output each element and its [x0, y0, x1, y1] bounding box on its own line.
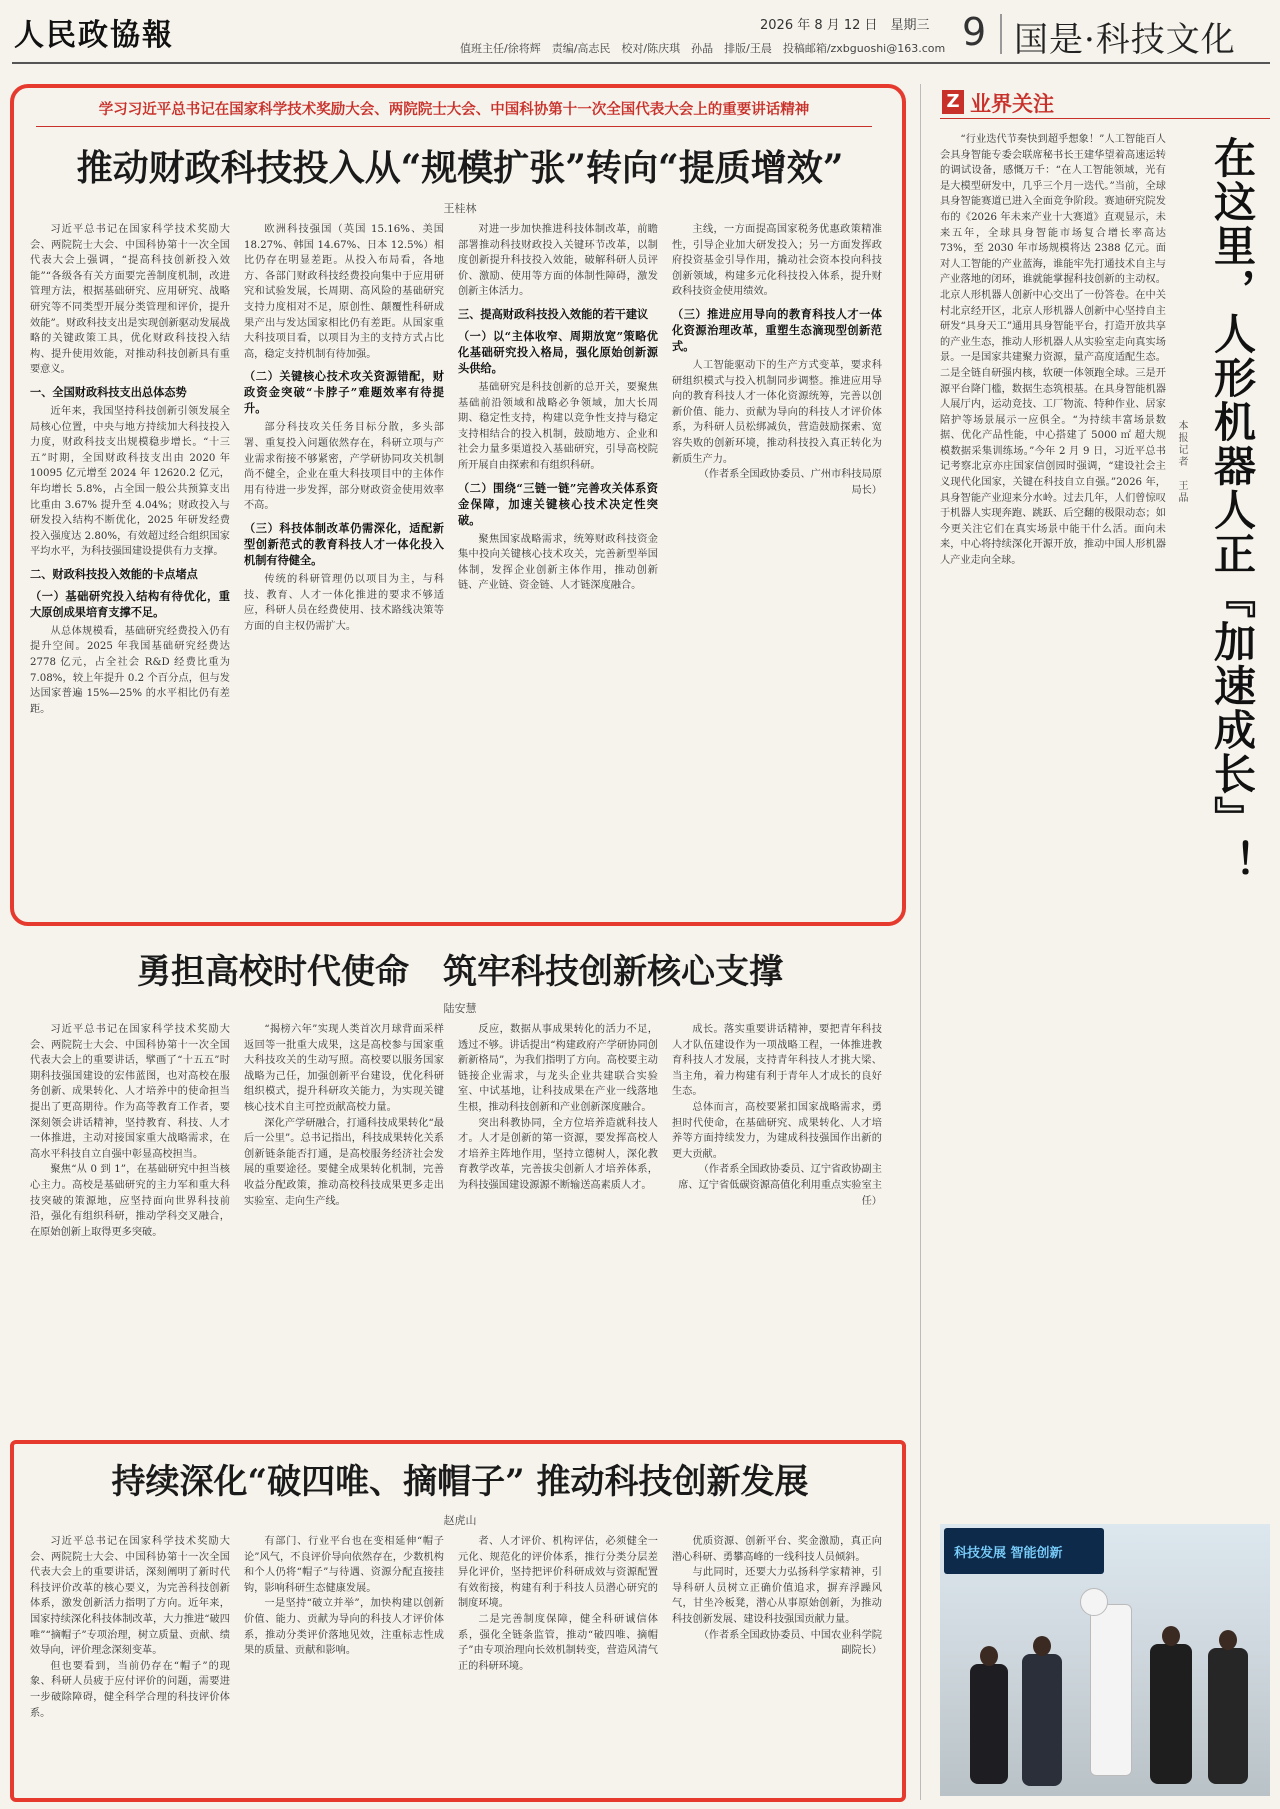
- paragraph: 但也要看到，当前仍存在“帽子”的现象、科研人员疲于应付评价的问题，需要进一步破除障碍，健全科学合理的科技评价体系。: [30, 1660, 230, 1719]
- section-heading: 一、全国财政科技支出总体态势: [30, 384, 187, 399]
- sub-heading: （一）以“主体收窄、周期放宽”策略优化基础研究投入格局，强化原始创新源头供给。: [458, 328, 658, 375]
- author-note: （作者系全国政协委员、中国农业科学院副院长）: [698, 1629, 882, 1657]
- paragraph: 传统的科研管理仍以项目为主，与科技、教育、人才一体化推进的要求不够适应，科研人员在经费使用、技术路线决策等方面的自主权仍需扩大。: [244, 573, 444, 632]
- paragraph: 习近平总书记在国家科学技术奖励大会、两院院士大会、中国科协第十一次全国代表大会上强调，“提高科技创新投入效能”“各级各有关方面要完善制度机制，改进管理方法，根据基础研究、应用研究、战略研究等不同类型开展分类管理和评价，提升效能”。财政科技支出是实现创新驱动发展战略的关键政策工具，优化财政科技投入结构、提升使用效能，对推动科技创新具有重要意义。: [30, 224, 230, 376]
- paragraph: 习近平总书记在国家科学技术奖励大会、两院院士大会、中国科协第十一次全国代表大会上的重要讲话，深刻阐明了新时代科技评价改革的核心要义，为完善科技创新体系，激发创新活力指明了方向。近年来，国家持续深化科技体制改革，大力推进“破四唯”“摘帽子”专项治理，树立质量、贡献、绩效导向，评价理念深刻变革。: [30, 1536, 230, 1657]
- paragraph: 二是完善制度保障，健全科研诚信体系，强化全链条监管，推动“破四唯、摘帽子”由专项治理向长效机制转变，营造风清气正的科研环境。: [458, 1613, 658, 1672]
- feature-byline: 本报记者 王晶: [1176, 420, 1187, 504]
- issue-date: 2026 年 8 月 12 日 星期三: [760, 18, 930, 33]
- author-note: （作者系全国政协委员、广州市科技局原局长）: [698, 469, 882, 496]
- article-1-column-3: [458, 222, 658, 912]
- column-badge-icon: Z: [942, 90, 964, 114]
- page-number: 9: [962, 10, 987, 54]
- paragraph: “揭榜六年”实现人类首次月球背面采样返回等一批重大成果，这是高校参与国家重大科技攻关的生动写照。高校要以服务国家战略为己任，加强创新平台建设，优化科研组织模式，提升科研攻关能力，为实现关键核心技术自主可控贡献高校力量。: [244, 1024, 444, 1113]
- article-3-column-4: [672, 1534, 882, 1790]
- paragraph: 习近平总书记在国家科学技术奖励大会、两院院士大会、中国科协第十一次全国代表大会上的重要讲话，擘画了“十五五”时期科技强国建设的宏伟蓝图，也对高校在服务创新、成果转化、人才培养中的使命担当提出了更高期待。作为高等教育工作者，要深刻领会讲话精神，坚持教育、科技、人才一体推进，主动对接国家重大战略需求，在高水平科技自立自强中彰显高校担当。: [30, 1024, 230, 1160]
- column-rule: [940, 118, 1270, 119]
- paragraph: 对进一步加快推进科技体制改革，前瞻部署推动科技财政投入关键环节改革，以制度创新提升科技投入效能，破解科研人员评价、激励、使用等方面的体制性障碍，激发创新主体活力。: [458, 224, 658, 298]
- newspaper-logo: 人民政協報: [14, 18, 174, 53]
- paragraph: 反应，数据从事成果转化的活力不足，透过不够。讲话提出“构建政府产学研协同创新新格局”，为我们指明了方向。高校要主动链接企业需求，与龙头企业共建联合实验室、中试基地，让科技成果在产业一线落地生根，推动科技创新和产业创新深度融合。: [458, 1024, 658, 1113]
- section-heading: 二、财政科技投入效能的卡点堵点: [30, 566, 198, 581]
- screen-text: 科技发展 智能创新: [954, 1546, 1063, 1561]
- kicker-rule: [36, 126, 872, 127]
- sub-heading: （二）关键核心技术攻关资源错配，财政资金突破“卡脖子”难题效率有待提升。: [244, 369, 444, 416]
- robot-photo: [940, 1524, 1270, 1796]
- article-3-title[interactable]: 持续深化“破四唯、摘帽子” 推动科技创新发展: [111, 1462, 809, 1502]
- paragraph: 突出科教协同，全方位培养造就科技人才。人才是创新的第一资源，要发挥高校人才培养主阵地作用，坚持立德树人，深化教育教学改革，完善拔尖创新人才培养体系，为科技强国建设源源不断输送高素质人才。: [458, 1117, 658, 1191]
- section-heading: 三、提高财政科技投入效能的若干建议: [458, 306, 649, 321]
- sub-heading: （二）围绕“三链一链”完善攻关体系资金保障，加速关键核心技术决定性突破。: [458, 480, 658, 527]
- column-divider: [920, 84, 921, 1800]
- paragraph: 一是坚持“破立并举”，加快构建以创新价值、能力、贡献为导向的科技人才评价体系，推动分类评价落地见效，注重标志性成果的质量、贡献和影响。: [244, 1598, 444, 1657]
- section-title: 国是·科技文化: [1014, 20, 1236, 60]
- article-2-title[interactable]: 勇担高校时代使命 筑牢科技创新核心支撑: [137, 952, 783, 992]
- masthead: [0, 0, 1280, 62]
- person-figure: [1208, 1648, 1248, 1784]
- sub-heading: （三）推进应用导向的教育科技人才一体化资源治理改革，重塑生态滴现型创新范式。: [672, 306, 882, 353]
- article-2-column-4: [672, 1022, 882, 1427]
- paragraph: “行业迭代节奏快到超乎想象！”人工智能百人会具身智能专委会联席秘书长王建华望着高速运转的调试设备，感慨万千：“在人工智能领域，光有是大模型研发中，几乎三个月一迭代。”当前，全球具身智能赛道已进入全面竞争阶段。赛迪研究院发布的《2026 年未来产业十大赛道》直观显示，未来五年，全球具身智能市场复合增长率高达 73%，至 2030 年市场规模将达 2388 亿元。面对人工智能的产业蓝海，谁能牢先打通技术自主与产业落地的闭环，谁就能掌握科技创新的主动权。北京人形机器人创新中心交出了一份答卷。在中关村北京经开区，北京人形机器人创新中心坚持自主研发“具身天工”通用具身智能平台，打造开放共享的产业生态，推动人形机器人从实验室走向真实场景。一是国家共建聚力资源，量产高度适配生态。二是全链自研强内核，软硬一体领跑全球。三是开源平台降门槛，数据生态筑根基。在具身智能机器人展厅内，运动竞技、工厂物流、特种作业、居家陪护等场景展示一应俱全。“为持续丰富场景数据、优化产品性能，中心搭建了 5000 ㎡ 超大规模数据采集训练场。”今年 2 月 9 日，习近平总书记考察北京亦庄国家信创园时强调，“建设社会主义现代化国家，关键在科技自立自强。”2026 年，具身智能产业迎来分水岭。过去几年，人们曾惊叹于机器人实现奔跑、跳跃、后空翻的极限动态；如今更关注它们在真实场景中能干什么活。面向未来，中心将持续深化开源开放，推动中国人形机器人产业走向全球。: [940, 134, 1166, 567]
- sub-heading: （一）基础研究投入结构有待优化，重大原创成果培育支撑不足。: [30, 588, 230, 619]
- paragraph: 聚焦“从 0 到 1”，在基础研究中担当核心主力。高校是基础研究的主力军和重大科技突破的策源地，应坚持面向世界科技前沿，强化有组织科研，推动学科交叉融合，在原始创新上取得更多突破。: [30, 1164, 230, 1238]
- author-note: （作者系全国政协委员、辽宁省政协副主席、辽宁省低碳资源高值化利用重点实验室主任）: [678, 1164, 882, 1207]
- humanoid-robot-icon: [1090, 1604, 1132, 1776]
- article-1-author: 王桂林: [443, 202, 477, 215]
- paragraph: 与此同时，还要大力弘扬科学家精神，引导科研人员树立正确价值追求，摒弃浮躁风气，甘坐冷板凳，潜心从事原始创新，为推动科技创新发展、建设科技强国贡献力量。: [672, 1567, 882, 1625]
- paragraph: 聚焦国家战略需求，统筹财政科技资金集中投向关键核心技术攻关，完善新型举国体制，发挥企业创新主体作用，推动创新链、产业链、资金链、人才链深度融合。: [458, 533, 658, 592]
- paragraph: 有部门、行业平台也在变相延伸“帽子论”风气，不良评价导向依然存在，少数机构和个人仍将“帽子”与待遇、资源分配直接挂钩，影响科研生态健康发展。: [244, 1536, 444, 1594]
- feature-title[interactable]: 在这里，人形机器人正『加速成长』！: [1208, 136, 1257, 884]
- person-figure: [1150, 1644, 1192, 1784]
- article-3-column-3: [458, 1534, 658, 1790]
- article-2-column-3: [458, 1022, 658, 1427]
- article-1-kicker: 学习习近平总书记在国家科学技术奖励大会、两院院士大会、中国科协第十一次全国代表大会上的重要讲话精神: [98, 102, 810, 118]
- editorial-credits: 值班主任/徐将辉 责编/高志民 校对/陈庆琪 孙晶 排版/王晨 投稿邮箱/zxbguoshi@163.com: [460, 42, 946, 55]
- paragraph: 欧洲科技强国（英国 15.16%、美国 18.27%、韩国 14.67%、日本 12.5%）相比仍存在明显差距。从投入布局看，各地方、各部门财政科技经费投向集中于应用研究和试验发展，长周期、高风险的基础研究支持力度相对不足，原创性、颠覆性科研成果产出与发达国家相比仍有差距。从国家重大科技项目看，以项目为主的支持方式占比高，稳定支持机制有待加强。: [244, 224, 444, 360]
- paragraph: 主线，一方面提高国家税务优惠政策精准性，引导企业加大研发投入；另一方面发挥政府投资基金引导作用，撬动社会资本投向科技创新领域，构建多元化科技投入体系，提升财政科技资金使用绩效。: [672, 224, 882, 298]
- article-1-title[interactable]: 推动财政科技投入从“规模扩张”转向“提质增效”: [76, 147, 844, 189]
- article-3-author: 赵虎山: [443, 1514, 477, 1527]
- feature-body: [940, 132, 1166, 1512]
- person-figure: [970, 1664, 1008, 1784]
- article-2-author: 陆安慧: [443, 1002, 477, 1015]
- article-1-column-1: [30, 222, 230, 912]
- display-screen: [944, 1528, 1104, 1574]
- article-2-column-2: [244, 1022, 444, 1427]
- article-1-column-4: [672, 222, 882, 912]
- paragraph: 人工智能驱动下的生产方式变革，要求科研组织模式与投入机制同步调整。推进应用导向的教育科技人才一体化资源统筹，完善以创新价值、能力、贡献为导向的科技人才评价体系，为科研人员松绑减负，营造鼓励探索、宽容失败的创新环境，推动科技投入真正转化为新质生产力。: [672, 359, 882, 465]
- paragraph: 基础研究是科技创新的总开关，要聚焦基础前沿领域和战略必争领域，加大长周期、稳定性支持，构建以竞争性支持与稳定支持相结合的投入机制，鼓励地方、企业和社会力量多渠道投入基础研究，引导高校院所开展自由探索和有组织科研。: [458, 381, 658, 471]
- column-label: 业界关注: [970, 92, 1054, 116]
- paragraph: 从总体规模看，基础研究经费投入仍有提升空间。2025 年我国基础研究经费达 2778 亿元，占全社会 R&D 经费比重为 7.08%，较上年提升 0.2 个百分点，但与发达国家普遍 15%—25% 的水平相比仍有差距。: [30, 625, 230, 715]
- robot-head-icon: [1080, 1588, 1108, 1616]
- paragraph: 深化产学研融合，打通科技成果转化“最后一公里”。总书记指出，科技成果转化关系创新链条能否打通，是高校服务经济社会发展的重要途径。要健全成果转化机制，完善收益分配政策，推动高校科技成果更多走出实验室、走向生产线。: [244, 1117, 444, 1207]
- masthead-rule: [12, 62, 1270, 64]
- article-3-column-1: [30, 1534, 230, 1790]
- masthead-divider: [1000, 14, 1002, 54]
- article-3-column-2: [244, 1534, 444, 1790]
- paragraph: 成长。落实重要讲话精神，要把青年科技人才队伍建设作为一项战略工程，一体推进教育科技人才发展，支持青年科技人才挑大梁、当主角，着力构建有利于青年人才成长的良好生态。: [672, 1024, 882, 1098]
- paragraph: 近年来，我国坚持科技创新引领发展全局核心位置，中央与地方持续加大科技投入力度，财政科技支出规模稳步增长。“十三五”时期，全国财政科技支出由 2020 年 10095 亿元增至 2024 年 12620.2 亿元，年均增长 5.8%，占全国一般公共预算支出比重由 3.67% 提升至 4.04%；财政投入与研发投入结构不断优化，2025 年研发经费投入强度达 2.80%，有效超过经合组织国家平均水平，为科技强国建设提供有力支撑。: [30, 405, 230, 558]
- person-figure: [1022, 1654, 1062, 1786]
- paragraph: 总体而言，高校要紧扣国家战略需求，勇担时代使命，在基础研究、成果转化、人才培养等方面持续发力，为建成科技强国作出新的更大贡献。: [672, 1101, 882, 1160]
- paragraph: 部分科技攻关任务目标分散，多头部署、重复投入问题依然存在，科研立项与产业需求衔接不够紧密，产学研协同攻关机制尚不健全，企业在重大科技项目中的主体作用有待进一步发挥，部分财政资金使用效率不高。: [244, 422, 444, 512]
- sub-heading: （三）科技体制改革仍需深化，适配新型创新范式的教育科技人才一体化投入机制有待健全。: [244, 520, 444, 567]
- paragraph: 优质资源、创新平台、奖金激励，真正向潜心科研、勇攀高峰的一线科技人员倾斜。: [672, 1536, 882, 1563]
- paragraph: 者、人才评价、机构评估，必须健全一元化、规范化的评价体系，推行分类分层差异化评价，坚持把评价科研成效与资源配置有效衔接，构建有利于科技人员潜心研究的制度环境。: [458, 1536, 658, 1610]
- article-1-column-2: [244, 222, 444, 912]
- article-2-column-1: [30, 1022, 230, 1427]
